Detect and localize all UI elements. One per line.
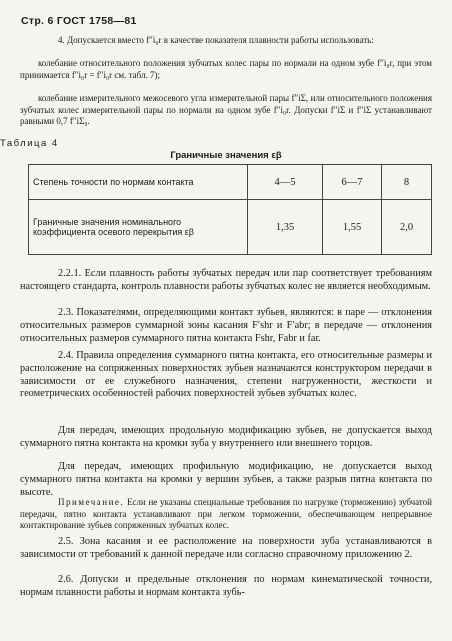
section-2-4: 2.4. Правила определения суммарного пятна контакта, его относительные размеры и расположение на сопряженных поверхностях зубьев назначаются конструктором передачи в зависимости от ее служебного назначения, степени нагруженности, жесткости и геометрических особенностей рабочих поверхностей зубьев зубчатых колес.	[20, 350, 432, 400]
note	[20, 497, 432, 532]
paragraph-longitudinal-modification: Для передач, имеющих продольную модификацию зубьев, не допускается выход суммарного пятна контакта на кромки зуба у внутреннего или внешнего торцов.	[20, 425, 432, 449]
table-row-label: Граничные значения номинального коэффициента осевого перекрытия εβ	[29, 200, 248, 255]
item4-intro: 4. Допускается вместо f″i₀r в качестве показателя плавности работы использовать:	[58, 35, 374, 45]
section-2-2-1: 2.2.1. Если плавность работы зубчатых передач или пар соответствует требованиям настоящего стандарта, контроль плавности работы зубчатых колес не является необходимым.	[20, 268, 432, 292]
table-cell: 1,35	[248, 200, 323, 255]
boundary-values-table	[28, 164, 432, 255]
section-2-3: 2.3. Показателями, определяющими контакт зубьев, являются: в паре — отклонения относительных размеров суммарной зоны касания F′shr и F′abr; в передаче — отклонения относительных размеров суммарного пятна контакта Fshr, Fabr и far.	[20, 307, 432, 344]
table-header-row	[29, 165, 432, 200]
table-col-header: 6—7	[323, 165, 382, 200]
paragraph-profile-modification: Для передач, имеющих профильную модификацию, не допускается выход суммарного пятна контакта на кромки у вершин зубьев, а также разрыв пятна контакта по высоте.	[20, 461, 432, 498]
item4-option-2: колебание измерительного межосевого угла измерительной пары f″iΣ, или относительного положения зубчатых колес измерительной пары по нормали на одном зубе f″i₀r. Допуски f″iΣ и f″iΣ устанавливают равными 0,7 f″iΣ₀.	[20, 93, 432, 126]
note-label: Примечание.	[58, 497, 125, 507]
table-col-header: 8	[382, 165, 432, 200]
note-text: Если не указаны специальные требования по нагрузке (торможению) зубчатой передачи, пятно контакта устанавливают при легком торможении, обеспечивающем непрерывное контактирование зубьев сопряженных зубчатых колес.	[20, 497, 432, 530]
table-header-label: Степень точности по нормам контакта	[29, 165, 248, 200]
table-title: Граничные значения εβ	[170, 150, 282, 161]
table-number: Таблица 4	[0, 138, 59, 149]
item4-option-1: колебание относительного положения зубчатых колес пары по нормали на одном зубе f″i₀r, при этом принимается f″i₀r = f″i₀r см. табл. 7);	[20, 58, 432, 80]
section-2-6: 2.6. Допуски и предельные отклонения по нормам кинематической точности, нормам плавности работы и нормам контакта зубь-	[20, 574, 432, 598]
section-2-5: 2.5. Зона касания и ее расположение на поверхности зуба устанавливаются в зависимости от требований к данной передаче или согласно справочному приложению 2.	[20, 536, 432, 560]
page-header: Стр. 6 ГОСТ 1758—81	[21, 15, 137, 27]
table-col-header: 4—5	[248, 165, 323, 200]
table-row	[29, 200, 432, 255]
table-cell: 1,55	[323, 200, 382, 255]
table-cell: 2,0	[382, 200, 432, 255]
